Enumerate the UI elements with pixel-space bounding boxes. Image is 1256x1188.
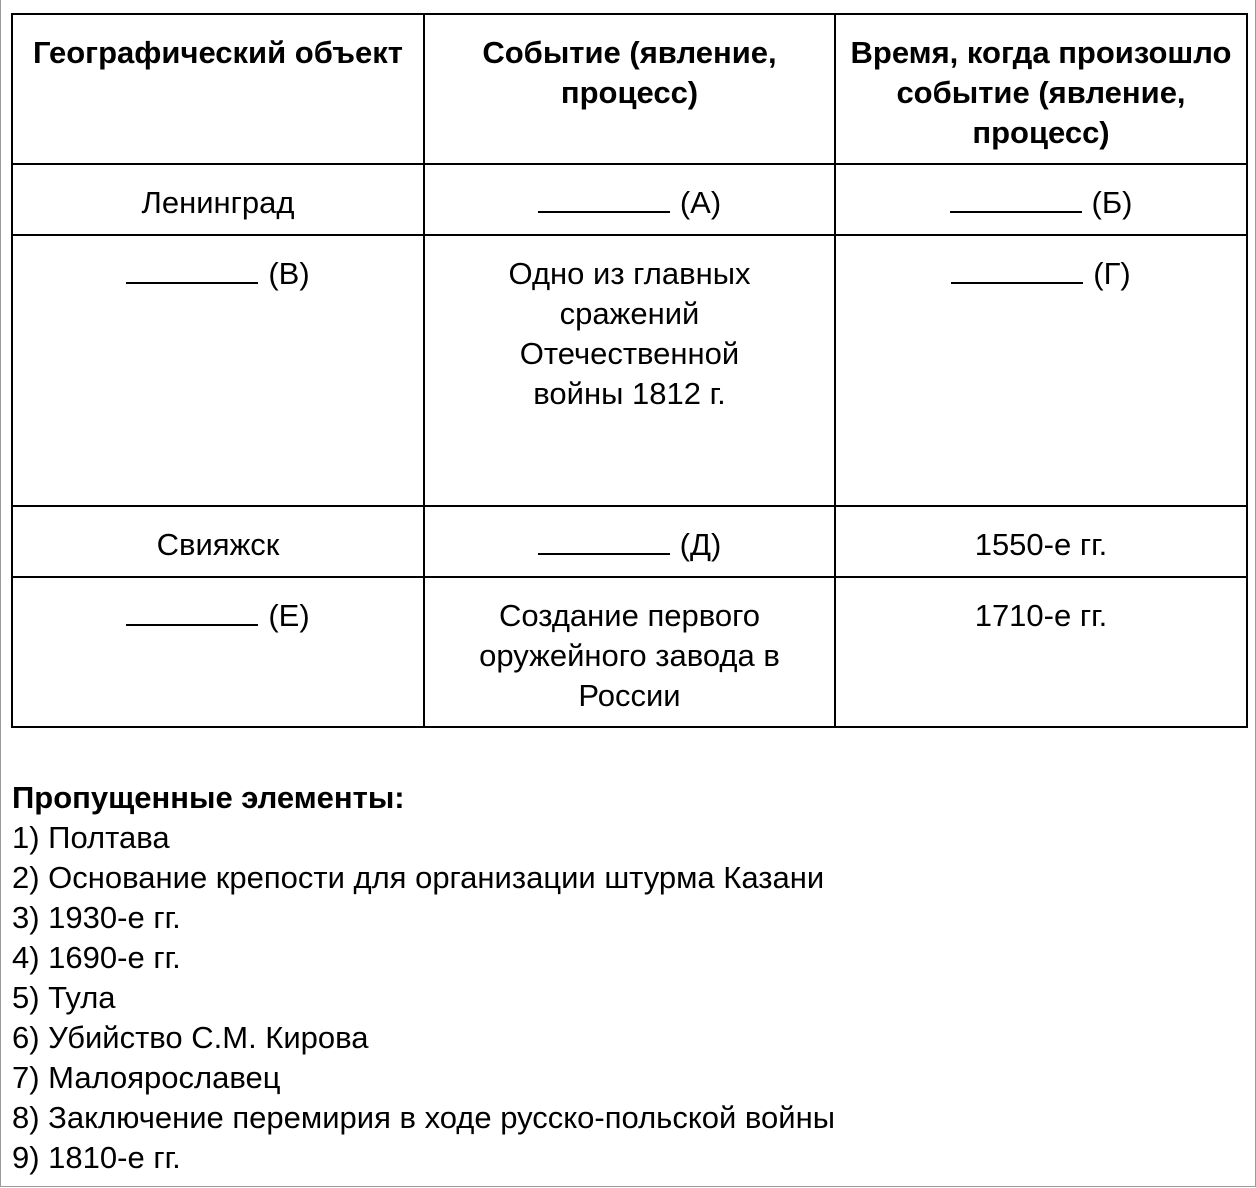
header-event: Событие (явление, процесс): [424, 14, 835, 164]
list-item: 1) Полтава: [12, 820, 170, 855]
table-row: [12, 235, 1247, 506]
cell-time-blank: [835, 164, 1247, 235]
header-geographic-object: Географический объект: [12, 14, 424, 164]
cell-event: Создание первого оружейного завода в России: [424, 577, 835, 727]
answer-blank-line: [950, 187, 1082, 213]
table-row: [12, 506, 1247, 577]
list-item: 5) Тула: [12, 980, 116, 1015]
cell-time-blank: [835, 235, 1247, 506]
missing-elements-section: [12, 778, 835, 1178]
table-header-row: [12, 14, 1247, 164]
table-row: [12, 164, 1247, 235]
answer-blank-line: [951, 258, 1083, 284]
missing-elements-title: Пропущенные элементы:: [12, 780, 405, 815]
list-item: 8) Заключение перемирия в ходе русско-польской войны: [12, 1100, 835, 1135]
cell-event: [424, 235, 835, 506]
blank-label: (Д): [679, 527, 722, 562]
blank-label: (Е): [268, 598, 310, 633]
cell-object-blank: [12, 577, 424, 727]
list-item: 7) Малоярославец: [12, 1060, 281, 1095]
list-item: 3) 1930-е гг.: [12, 900, 181, 935]
header-time: Время, когда произошло событие (явление, процесс): [835, 14, 1247, 164]
cell-time: 1550-е гг.: [835, 506, 1247, 577]
task-table: [11, 13, 1248, 728]
cell-object: Ленинград: [12, 164, 424, 235]
cell-time: 1710-е гг.: [835, 577, 1247, 727]
answer-blank-line: [538, 529, 670, 555]
blank-label: (А): [679, 185, 722, 220]
list-item: 6) Убийство С.М. Кирова: [12, 1020, 369, 1055]
answer-blank-line: [538, 187, 670, 213]
list-item: 4) 1690-е гг.: [12, 940, 181, 975]
cell-event-blank: [424, 164, 835, 235]
answer-blank-line: [126, 600, 258, 626]
missing-elements-list: [12, 818, 835, 1178]
blank-label: (Б): [1091, 185, 1133, 220]
cell-object: Свияжск: [12, 506, 424, 577]
list-item: 9) 1810-е гг.: [12, 1140, 181, 1175]
cell-object-blank: [12, 235, 424, 506]
table-row: [12, 577, 1247, 727]
blank-label: (Г): [1093, 256, 1131, 291]
cell-event-blank: [424, 506, 835, 577]
event-text: Одно из главных сражений Отечественной войны 1812 г.: [508, 256, 751, 411]
blank-label: (В): [268, 256, 310, 291]
list-item: 2) Основание крепости для организации штурма Казани: [12, 860, 825, 895]
answer-blank-line: [126, 258, 258, 284]
